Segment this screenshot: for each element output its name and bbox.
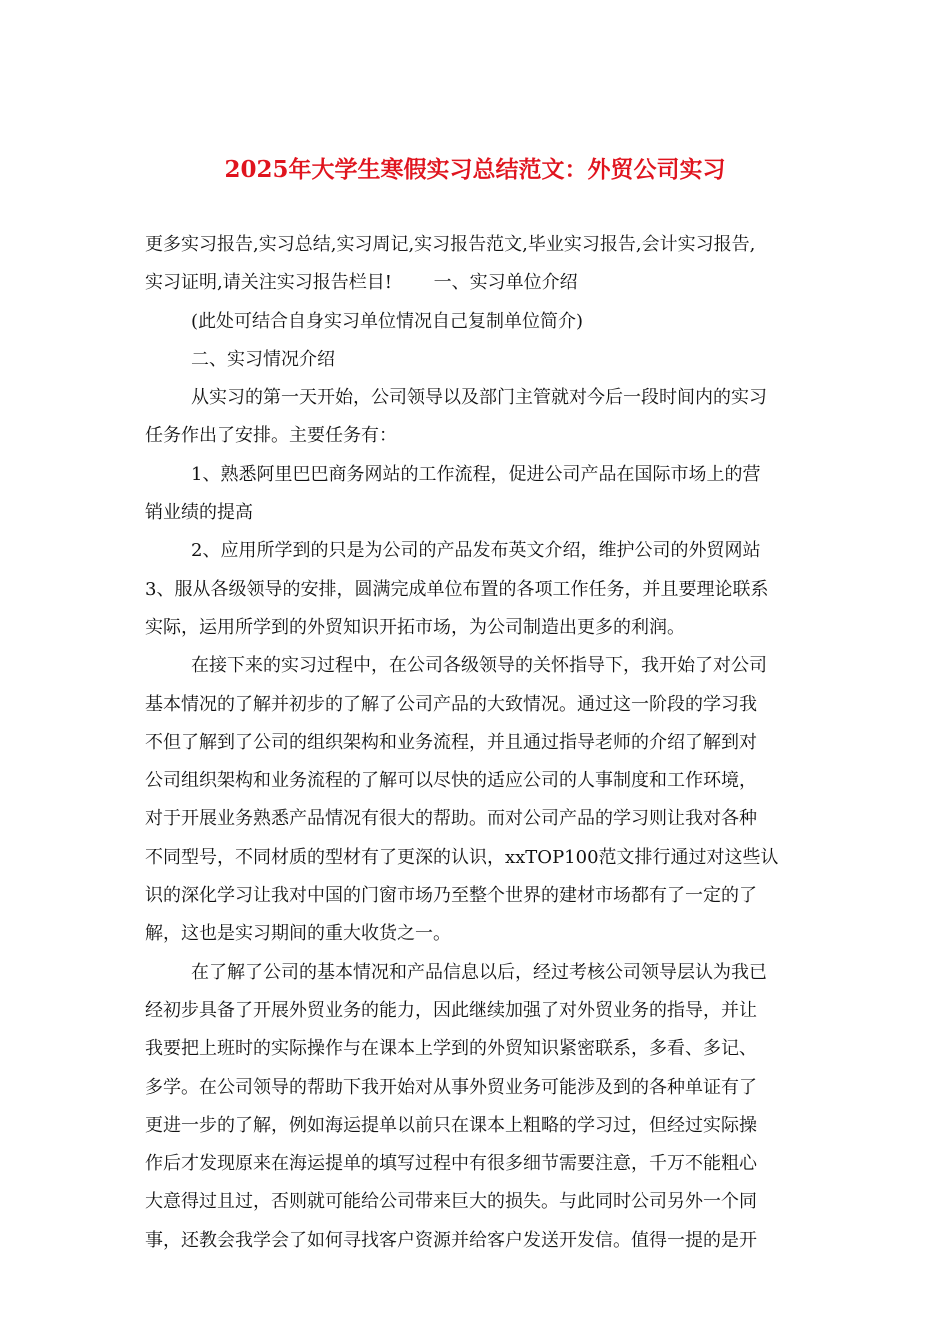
body-line: 对于开展业务熟悉产品情况有很大的帮助。而对公司产品的学习则让我对各种	[145, 808, 757, 830]
body-line: 更进一步的了解，例如海运提单以前只在课本上粗略的学习过，但经过实际操	[145, 1114, 757, 1136]
body-line: 销业绩的提高	[145, 502, 253, 524]
body-line: 事，还教会我学会了如何寻找客户资源并给客户发送开发信。值得一提的是开	[145, 1229, 757, 1251]
body-line: 多学。在公司领导的帮助下我开始对从事外贸业务可能涉及到的各种单证有了	[145, 1076, 757, 1098]
body-line: 经初步具备了开展外贸业务的能力，因此继续加强了对外贸业务的指导，并让	[145, 999, 757, 1021]
body-line: 1、熟悉阿里巴巴商务网站的工作流程，促进公司产品在国际市场上的营	[191, 463, 761, 485]
body-line: 公司组织架构和业务流程的了解可以尽快的适应公司的人事制度和工作环境，	[145, 770, 757, 792]
body-line: 更多实习报告,实习总结,实习周记,实习报告范文,毕业实习报告,会计实习报告,	[145, 234, 756, 255]
body-line: 2、应用所学到的只是为公司的产品发布英文介绍，维护公司的外贸网站	[191, 540, 761, 562]
body-line: 3、服从各级领导的安排，圆满完成单位布置的各项工作任务，并且要理论联系	[145, 578, 769, 600]
document-body	[145, 226, 815, 1260]
body-line: 作后才发现原来在海运提单的填写过程中有很多细节需要注意，千万不能粗心	[145, 1153, 757, 1175]
body-line: 大意得过且过，否则就可能给公司带来巨大的损失。与此同时公司另外一个同	[145, 1191, 757, 1213]
body-line: 不但了解到了公司的组织架构和业务流程，并且通过指导老师的介绍了解到对	[145, 731, 757, 753]
body-line: 不同型号，不同材质的型材有了更深的认识，xxTOP100范文排行通过对这些认	[145, 846, 779, 868]
body-line: 识的深化学习让我对中国的门窗市场乃至整个世界的建材市场都有了一定的了	[145, 885, 757, 907]
body-line: 我要把上班时的实际操作与在课本上学到的外贸知识紧密联系，多看、多记、	[145, 1038, 757, 1060]
document-title: 2025年大学生寒假实习总结范文：外贸公司实习	[224, 156, 726, 183]
body-line: 基本情况的了解并初步的了解了公司产品的大致情况。通过这一阶段的学习我	[145, 693, 757, 715]
body-line: 解，这也是实习期间的重大收货之一。	[145, 923, 451, 945]
body-line: 实际，运用所学到的外贸知识开拓市场，为公司制造出更多的利润。	[145, 616, 685, 638]
body-line: 实习证明,请关注实习报告栏目! 一、实习单位介绍	[145, 272, 578, 294]
body-line: 在了解了公司的基本情况和产品信息以后，经过考核公司领导层认为我已	[191, 961, 767, 983]
body-line: 任务作出了安排。主要任务有：	[145, 425, 397, 447]
body-line: (此处可结合自身实习单位情况自己复制单位简介)	[191, 310, 584, 332]
body-line: 从实习的第一天开始，公司领导以及部门主管就对今后一段时间内的实习	[191, 387, 767, 409]
body-line: 二、实习情况介绍	[191, 348, 335, 370]
body-line: 在接下来的实习过程中，在公司各级领导的关怀指导下，我开始了对公司	[191, 655, 767, 677]
